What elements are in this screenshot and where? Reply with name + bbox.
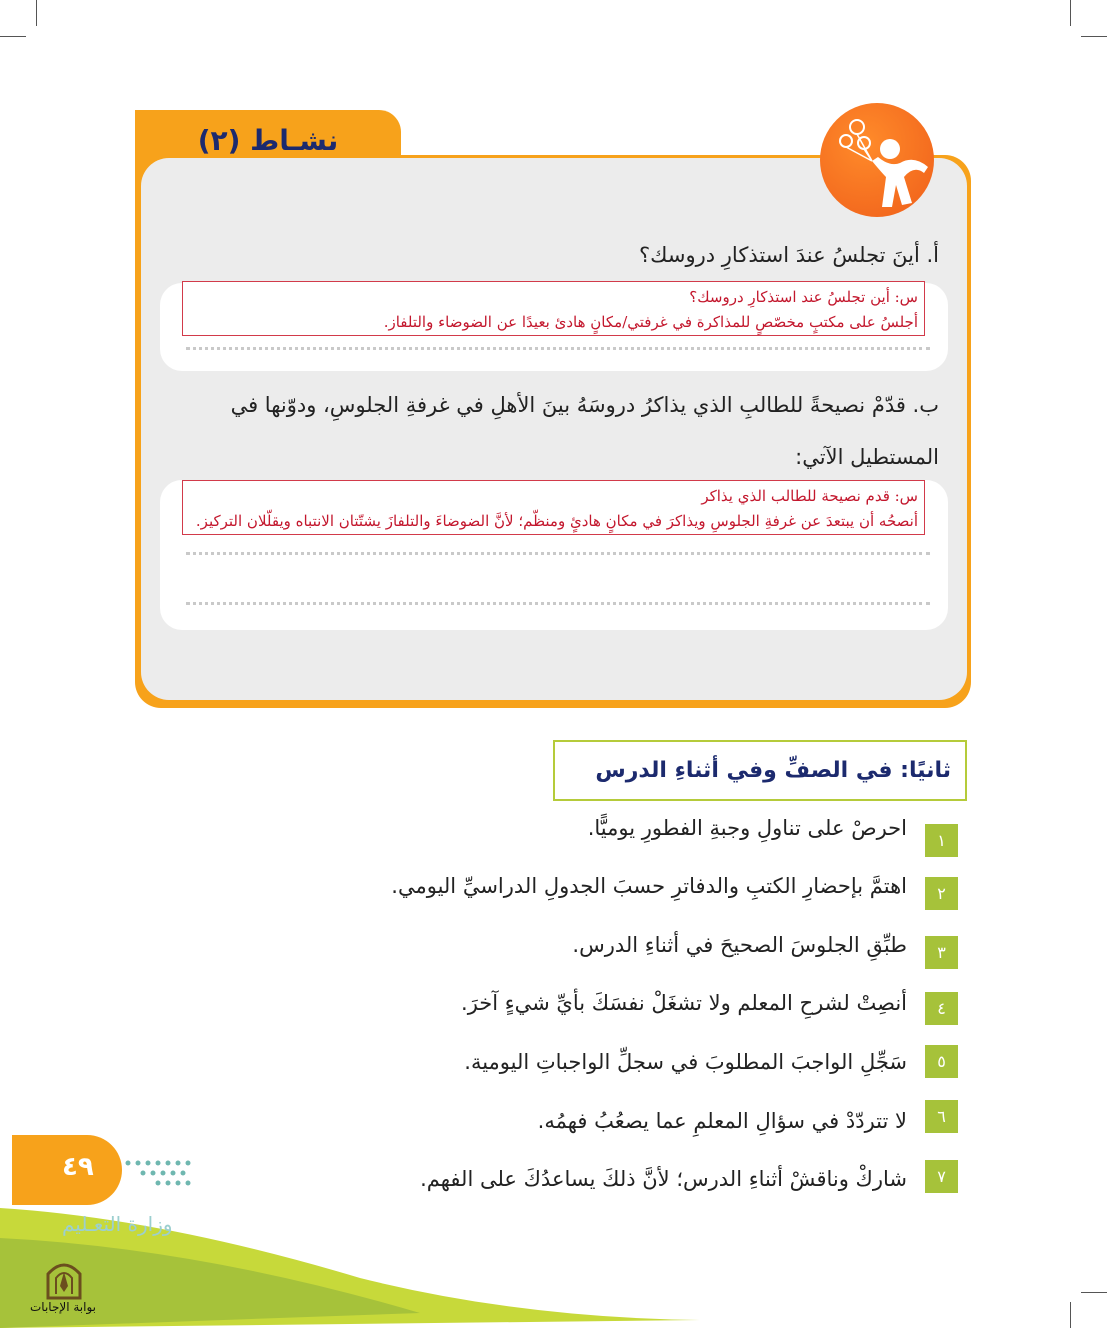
tip-text: لا تتردّدْ في سؤالِ المعلمِ عما يصعُبُ فهمُه.	[537, 1109, 907, 1133]
crop-mark	[0, 36, 26, 37]
answers-portal-logo-icon	[44, 1258, 84, 1300]
writing-line	[186, 552, 930, 555]
tip-number: ٥	[925, 1045, 958, 1078]
tip-number: ٣	[925, 936, 958, 969]
crop-mark	[1081, 36, 1107, 37]
question-a: أ. أينَ تجلسُ عندَ استذكارِ دروسك؟	[639, 243, 939, 267]
balloon-child-icon	[820, 103, 934, 217]
section-header	[553, 740, 967, 801]
tip-number: ١	[925, 824, 958, 857]
question-b-line2: المستطيل الآتي:	[795, 445, 939, 469]
tip-text: طبِّقِ الجلوسَ الصحيحَ في أثناءِ الدرس.	[572, 933, 907, 957]
crop-mark	[1070, 1302, 1071, 1328]
answer-overlay-a	[182, 281, 925, 336]
page-number: ٤٩	[62, 1152, 94, 1182]
answer-overlay-b	[182, 480, 925, 535]
crop-mark	[36, 0, 37, 26]
answer-b-question: س: قدم نصيحة للطالب الذي يذاكر	[701, 487, 918, 505]
question-b-line1: ب. قدّمْ نصيحةً للطالبِ الذي يذاكرُ دروسَهُ بينَ الأهلِ في غرفةِ الجلوسِ، ودوّنها في	[230, 393, 939, 417]
crop-mark	[1070, 0, 1071, 26]
tip-text: شاركْ وناقشْ أثناءِ الدرس؛ لأنَّ ذلكَ يساعدُكَ على الفهم.	[420, 1167, 907, 1191]
ministry-logo-dots-icon	[118, 1155, 198, 1195]
answer-a-question: س: أين تجلسُ عند استذكارِ دروسك؟	[689, 288, 918, 306]
tip-text: سَجِّلِ الواجبَ المطلوبَ في سجلِّ الواجباتِ اليومية.	[464, 1050, 907, 1074]
tip-number: ٦	[925, 1100, 958, 1133]
tip-number: ٧	[925, 1160, 958, 1193]
portal-name: بوابة الإجابات	[30, 1300, 97, 1314]
tip-text: احرصْ على تناولِ وجبةِ الفطورِ يوميًّا.	[587, 816, 907, 840]
tip-number: ٤	[925, 992, 958, 1025]
writing-line	[186, 347, 930, 350]
section-title: ثانيًا: في الصفِّ وفي أثناءِ الدرس	[595, 758, 951, 783]
answer-b-text: أنصحُه أن يبتعدَ عن غرفةِ الجلوسِ ويذاكرَ في مكانٍ هادئٍ ومنظّم؛ لأنَّ الضوضاءَ والتلفازَ يشتّتان الانتباه ويقلّلان التركيز.	[195, 512, 918, 530]
activity-badge	[820, 103, 934, 217]
writing-line	[186, 602, 930, 605]
crop-mark	[1081, 1292, 1107, 1293]
tip-number: ٢	[925, 877, 958, 910]
answer-a-text: أجلسُ على مكتبٍ مخصّصٍ للمذاكرة في غرفتي/مكانٍ هادئ بعيدًا عن الضوضاء والتلفاز.	[383, 313, 918, 331]
ministry-name: وزارة التعـليم	[62, 1212, 173, 1236]
tip-text: اهتمَّ بإحضارِ الكتبِ والدفاترِ حسبَ الجدولِ الدراسيِّ اليومي.	[391, 874, 907, 898]
activity-title: نشـاط (٢)	[197, 123, 339, 157]
tip-text: أنصِتْ لشرحِ المعلم ولا تشغَلْ نفسَكَ بأيِّ شيءٍ آخرَ.	[461, 991, 907, 1015]
